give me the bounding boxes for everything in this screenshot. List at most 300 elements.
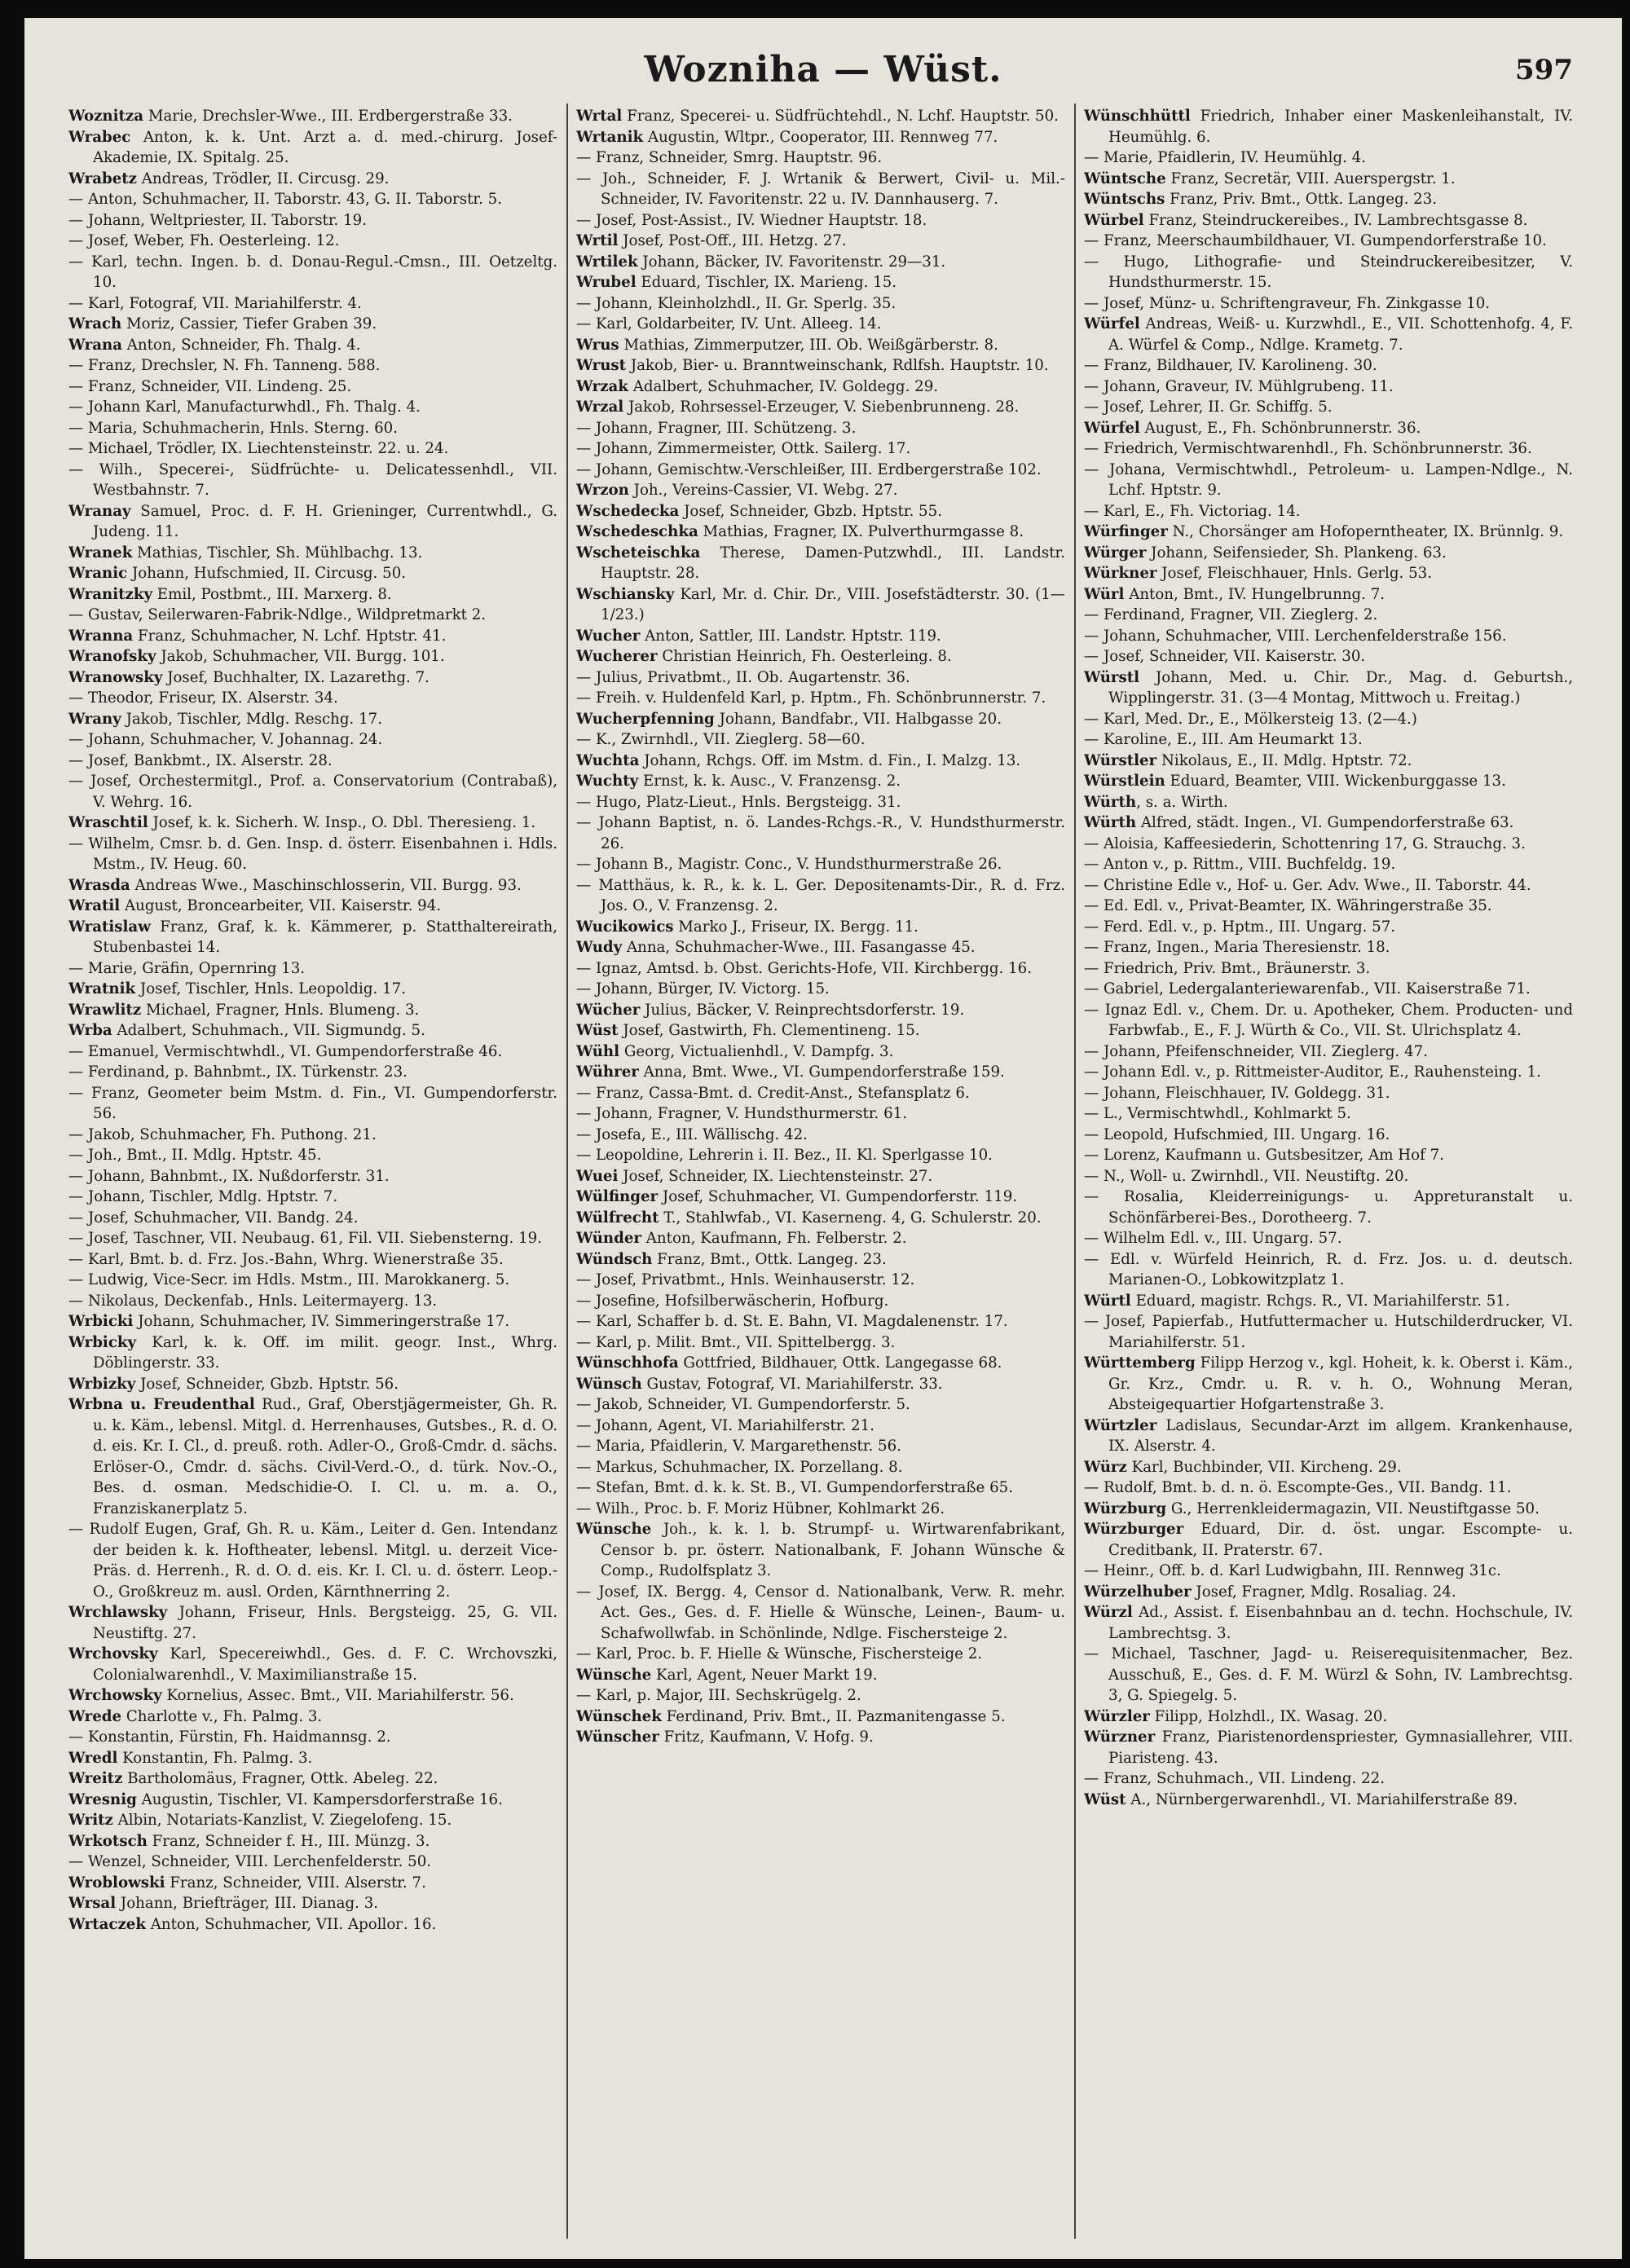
directory-entry bbox=[68, 751, 557, 772]
directory-entry bbox=[68, 231, 557, 252]
directory-entry bbox=[576, 106, 1065, 127]
directory-entry bbox=[576, 543, 1065, 584]
directory-entry bbox=[1084, 605, 1573, 626]
directory-entry bbox=[576, 1311, 1065, 1332]
entry-details: Augustin, Tischler, VI. Kampersdorferstraße 16. bbox=[136, 1790, 503, 1808]
directory-entry bbox=[1084, 709, 1573, 730]
entry-details: — Ignaz, Amtsd. b. Obst. Gerichts-Hofe, VII. Kirchbergg. 16. bbox=[576, 959, 1032, 977]
entry-details: A., Nürnbergerwarenhdl., VI. Mariahilferstraße 89. bbox=[1126, 1790, 1518, 1808]
entry-surname: Wrus bbox=[576, 336, 619, 354]
entry-surname: Würzelhuber bbox=[1084, 1583, 1192, 1601]
entry-details: G., Herrenkleidermagazin, VII. Neustiftgasse 50. bbox=[1166, 1500, 1540, 1517]
directory-entry bbox=[1084, 210, 1573, 231]
directory-entry bbox=[576, 460, 1065, 481]
directory-entry bbox=[576, 1478, 1065, 1499]
page-number: 597 bbox=[1515, 54, 1573, 86]
entry-details: — Karl, Med. Dr., E., Mölkersteig 13. (2—4.) bbox=[1084, 710, 1417, 728]
directory-entry bbox=[576, 314, 1065, 335]
entry-details: Franz, Priv. Bmt., Ottk. Langeg. 23. bbox=[1165, 191, 1438, 208]
entry-details: — Ludwig, Vice-Secr. im Hdls. Mstm., III. Marokkanerg. 5. bbox=[68, 1271, 510, 1288]
entry-surname: Wüst bbox=[1084, 1790, 1126, 1808]
directory-entry bbox=[576, 1042, 1065, 1063]
directory-entry bbox=[1084, 1707, 1573, 1728]
entry-details: Franz, Graf, k. k. Kämmerer, p. Statthaltereirath, Stubenbastei 14. bbox=[93, 918, 557, 956]
entry-details: Johann, Friseur, Hnls. Bergsteigg. 25, G. VII. Neustiftg. 27. bbox=[93, 1604, 557, 1642]
directory-entry bbox=[68, 189, 557, 210]
directory-entry bbox=[576, 1291, 1065, 1312]
column-1 bbox=[68, 106, 557, 2241]
directory-entry bbox=[68, 1291, 557, 1312]
entry-details: Franz, Secretär, VIII. Auerspergstr. 1. bbox=[1165, 170, 1456, 187]
directory-entry bbox=[576, 1582, 1065, 1645]
directory-entry bbox=[1084, 771, 1573, 792]
entry-details: Konstantin, Fh. Palmg. 3. bbox=[117, 1749, 313, 1767]
directory-entry bbox=[1084, 314, 1573, 355]
directory-entry bbox=[576, 958, 1065, 980]
directory-entry bbox=[68, 1519, 557, 1602]
entry-details: — Franz, Schuhmach., VII. Lindeng. 22. bbox=[1084, 1770, 1386, 1787]
entry-details: — Ed. Edl. v., Privat-Beamter, IX. Währingerstraße 35. bbox=[1084, 897, 1492, 914]
entry-details: Jakob, Bier- u. Branntweinschank, Rdlfsh. Hauptstr. 10. bbox=[626, 357, 1049, 374]
entry-details: Karl, Specereiwhdl., Ges. d. F. C. Wrchovszki, Colonialwarenhdl., V. Maximilianstraße 15. bbox=[93, 1645, 557, 1684]
directory-entry bbox=[1084, 460, 1573, 501]
entry-details: Charlotte v., Fh. Palmg. 3. bbox=[121, 1707, 323, 1725]
directory-entry bbox=[576, 169, 1065, 210]
entry-details: — Josef, Orchestermitgl., Prof. a. Conservatorium (Contrabaß), V. Wehrg. 16. bbox=[68, 773, 557, 811]
directory-entry bbox=[576, 584, 1065, 626]
entry-details: — Franz, Ingen., Maria Theresienstr. 18. bbox=[1084, 939, 1390, 956]
entry-details: — Johann, Graveur, IV. Mühlgrubeng. 11. bbox=[1084, 377, 1394, 395]
directory-entry bbox=[576, 1125, 1065, 1146]
entry-surname: Wrtil bbox=[576, 232, 619, 249]
entry-details: Eduard, Beamter, VIII. Wickenburggasse 13. bbox=[1165, 773, 1506, 790]
directory-entry bbox=[68, 1374, 557, 1395]
entry-details: Filipp, Holzhdl., IX. Wasag. 20. bbox=[1149, 1707, 1388, 1725]
entry-details: Joh., Vereins-Cassier, VI. Webg. 27. bbox=[628, 482, 898, 499]
entry-details: — Joh., Schneider, F. J. Wrtanik & Berwert, Civil- u. Mil.-Schneider, IV. Favoritenstr. 22 u. IV. Dannhauserg. 7. bbox=[576, 170, 1065, 208]
entry-details: — Karl, techn. Ingen. b. d. Donau-Regul.-Cmsn., III. Oetzeltg. 10. bbox=[68, 253, 557, 291]
directory-entry bbox=[576, 875, 1065, 917]
directory-entry bbox=[68, 1042, 557, 1063]
directory-entry bbox=[68, 418, 557, 439]
entry-details: — Johann Baptist, n. ö. Landes-Rchgs.-R., V. Hundsthurmerstr. 26. bbox=[576, 814, 1065, 852]
entry-surname: Wrabec bbox=[68, 128, 131, 146]
entry-details: Jakob, Rohrsessel-Erzeuger, V. Siebenbrunneng. 28. bbox=[623, 399, 1020, 416]
directory-entry bbox=[576, 709, 1065, 730]
entry-surname: Wranek bbox=[68, 544, 133, 561]
entry-details: — Johann, Fragner, III. Schützeng. 3. bbox=[576, 419, 857, 437]
entry-surname: Wühl bbox=[576, 1042, 620, 1060]
entry-details: T., Stahlwfab., VI. Kaserneng. 4, G. Schulerstr. 20. bbox=[659, 1209, 1042, 1226]
entry-details: Jakob, Tischler, Mdlg. Reschg. 17. bbox=[121, 710, 382, 728]
directory-entry bbox=[68, 1914, 557, 1936]
entry-details: — Jakob, Schuhmacher, Fh. Puthong. 21. bbox=[68, 1125, 377, 1143]
directory-entry bbox=[1084, 563, 1573, 584]
directory-entry bbox=[1084, 1145, 1573, 1166]
entry-surname: Wünscher bbox=[576, 1729, 659, 1746]
entry-details: Gustav, Fotograf, VI. Mariahilferstr. 33. bbox=[641, 1375, 943, 1393]
entry-surname: Wünschek bbox=[576, 1707, 662, 1725]
entry-details: — Johann Edl. v., p. Rittmeister-Auditor, E., Rauhensteing. 1. bbox=[1084, 1064, 1541, 1081]
directory-entry bbox=[576, 210, 1065, 231]
entry-details: August, E., Fh. Schönbrunnerstr. 36. bbox=[1139, 419, 1421, 437]
directory-entry bbox=[1084, 1103, 1573, 1125]
entry-details: — Maria, Pfaidlerin, V. Margarethenstr. 56. bbox=[576, 1438, 901, 1455]
directory-entry bbox=[68, 1145, 557, 1166]
directory-entry bbox=[68, 875, 557, 896]
entry-details: Filipp Herzog v., kgl. Hoheit, k. k. Oberst i. Käm., Gr. Krz., Cmdr. u. R. v. h. O., Wohnung Meran, Absteigequartier Hofgartenstraße 3. bbox=[1108, 1354, 1573, 1413]
entry-surname: Wrasda bbox=[68, 876, 130, 894]
directory-entry bbox=[68, 377, 557, 398]
directory-entry bbox=[1084, 377, 1573, 398]
entry-details: Moriz, Cassier, Tiefer Graben 39. bbox=[121, 315, 377, 332]
entry-surname: Wschiansky bbox=[576, 585, 675, 603]
entry-surname: Würtl bbox=[1084, 1292, 1131, 1310]
entry-surname: Wrchowsky bbox=[68, 1687, 162, 1704]
entry-details: Adalbert, Schuhmach., VII. Sigmundg. 5. bbox=[112, 1022, 425, 1039]
entry-surname: Wuei bbox=[576, 1167, 619, 1185]
entry-surname: Wroblowski bbox=[68, 1874, 165, 1891]
entry-details: — Marie, Pfaidlerin, IV. Heumühlg. 4. bbox=[1084, 149, 1366, 166]
entry-details: Fritz, Kaufmann, V. Hofg. 9. bbox=[659, 1729, 874, 1746]
directory-entry bbox=[68, 563, 557, 584]
entry-details: Franz, Specerei- u. Südfrüchtehdl., N. Lchf. Hauptstr. 50. bbox=[622, 108, 1059, 125]
directory-entry bbox=[1084, 1727, 1573, 1768]
entry-details: Karl, Agent, Neuer Markt 19. bbox=[651, 1666, 878, 1684]
directory-entry bbox=[68, 626, 557, 647]
entry-surname: Wrach bbox=[68, 315, 122, 332]
entry-details: — Johann Karl, Manufacturwhdl., Fh. Thalg. 4. bbox=[68, 399, 421, 416]
entry-details: — Johann, Schuhmacher, VIII. Lerchenfelderstraße 156. bbox=[1084, 627, 1507, 645]
directory-entry bbox=[576, 1374, 1065, 1395]
entry-details: — Karl, Goldarbeiter, IV. Unt. Alleeg. 14. bbox=[576, 315, 882, 332]
directory-entry bbox=[576, 854, 1065, 875]
directory-entry bbox=[68, 1644, 557, 1685]
directory-entry bbox=[1084, 1644, 1573, 1707]
directory-entry bbox=[576, 1083, 1065, 1104]
entry-surname: Wülfinger bbox=[576, 1188, 659, 1205]
directory-entry bbox=[576, 1332, 1065, 1354]
entry-surname: Wredl bbox=[68, 1749, 118, 1767]
directory-entry bbox=[576, 729, 1065, 751]
directory-entry bbox=[68, 1062, 557, 1083]
directory-entry bbox=[1084, 1083, 1573, 1104]
entry-details: — Franz, Drechsler, N. Fh. Tanneng. 588. bbox=[68, 357, 381, 374]
entry-surname: Wülfrecht bbox=[576, 1209, 659, 1226]
entry-surname: Wratnik bbox=[68, 980, 136, 997]
directory-entry bbox=[68, 917, 557, 958]
directory-entry bbox=[68, 1311, 557, 1332]
directory-entry bbox=[576, 1416, 1065, 1437]
entry-details: — Gabriel, Ledergalanteriewarenfab., VII. Kaiserstraße 71. bbox=[1084, 980, 1531, 997]
entry-details: — Anton v., p. Rittm., VIII. Buchfeldg. 19. bbox=[1084, 856, 1396, 873]
entry-details: Augustin, Wltpr., Cooperator, III. Rennweg 77. bbox=[643, 128, 998, 146]
entry-details: Kornelius, Assec. Bmt., VII. Mariahilferstr. 56. bbox=[161, 1687, 514, 1704]
directory-entry bbox=[68, 1685, 557, 1707]
entry-details: — Michael, Taschner, Jagd- u. Reiserequisitenmacher, Bez. Ausschuß, E., Ges. d. F. M. Würzl & Sohn, IV. Lambrechtsg. 3, G. Spiegelg. 5. bbox=[1084, 1645, 1573, 1704]
entry-details: — Johann, Bürger, IV. Victorg. 15. bbox=[576, 980, 830, 997]
directory-entry bbox=[1084, 979, 1573, 1000]
entry-details: — Wilh., Specerei-, Südfrüchte- u. Delicatessenhdl., VII. Westbahnstr. 7. bbox=[68, 460, 557, 499]
entry-surname: Würz bbox=[1084, 1458, 1127, 1476]
entry-surname: Wrawlitz bbox=[68, 1001, 142, 1019]
entry-surname: Würzl bbox=[1084, 1604, 1133, 1621]
entry-details: Anna, Bmt. Wwe., VI. Gumpendorferstraße 159. bbox=[638, 1064, 1005, 1081]
entry-details: — Anton, Schuhmacher, II. Taborstr. 43, G. II. Taborstr. 5. bbox=[68, 191, 503, 208]
directory-entry bbox=[576, 1103, 1065, 1125]
entry-details: — Friedrich, Priv. Bmt., Bräunerstr. 3. bbox=[1084, 959, 1371, 977]
entry-surname: Wrbicki bbox=[68, 1313, 134, 1330]
entry-details: — Heinr., Off. b. d. Karl Ludwigbahn, III. Rennweg 31c. bbox=[1084, 1562, 1501, 1579]
entry-details: — Johann, Bahnbmt., IX. Nußdorferstr. 31. bbox=[68, 1167, 390, 1185]
entry-details: — Johann, Agent, VI. Mariahilferstr. 21. bbox=[576, 1416, 874, 1434]
entry-details: — L., Vermischtwhdl., Kohlmarkt 5. bbox=[1084, 1105, 1351, 1122]
entry-surname: Würzburg bbox=[1084, 1500, 1167, 1517]
entry-details: Anton, Schneider, Fh. Thalg. 4. bbox=[121, 336, 361, 354]
entry-surname: Wündsch bbox=[576, 1250, 653, 1268]
entry-surname: Wranic bbox=[68, 565, 128, 582]
directory-entry bbox=[1084, 1000, 1573, 1042]
entry-details: Anton, Bmt., IV. Hungelbrunng. 7. bbox=[1124, 585, 1386, 603]
entry-details: — Lorenz, Kaufmann u. Gutsbesitzer, Am Hof 7. bbox=[1084, 1147, 1444, 1164]
directory-entry bbox=[1084, 231, 1573, 252]
entry-details: Ad., Assist. f. Eisenbahnbau an d. techn. Hochschule, IV. Lambrechtsg. 3. bbox=[1108, 1604, 1573, 1642]
directory-entry bbox=[68, 1790, 557, 1811]
entry-details: Nikolaus, E., II. Mdlg. Hptstr. 72. bbox=[1156, 751, 1412, 769]
entry-details: — Josef, Lehrer, II. Gr. Schiffg. 5. bbox=[1084, 399, 1333, 416]
entry-surname: Wüst bbox=[576, 1022, 619, 1039]
entry-details: Andreas, Trödler, II. Circusg. 29. bbox=[137, 170, 390, 187]
directory-entry bbox=[1084, 854, 1573, 875]
directory-entry bbox=[68, 979, 557, 1000]
entry-details: — Ferdinand, p. Bahnbmt., IX. Türkenstr. 23. bbox=[68, 1064, 408, 1081]
entry-details: Johann, Hufschmied, II. Circusg. 50. bbox=[127, 565, 407, 582]
entry-details: — N., Woll- u. Zwirnhdl., VII. Neustiftg. 20. bbox=[1084, 1167, 1409, 1185]
directory-entry bbox=[576, 1020, 1065, 1042]
directory-entry bbox=[68, 813, 557, 834]
entry-details: , s. a. Wirth. bbox=[1136, 793, 1228, 811]
entry-surname: Wranowsky bbox=[68, 668, 163, 686]
directory-entry bbox=[68, 438, 557, 460]
entry-details: — Leopoldine, Lehrerin i. II. Bez., II. Kl. Sperlgasse 10. bbox=[576, 1147, 993, 1164]
directory-entry bbox=[68, 709, 557, 730]
entry-details: Franz, Schneider, VIII. Alserstr. 7. bbox=[165, 1874, 426, 1891]
entry-details: N., Chorsänger am Hofoperntheater, IX. Brünnlg. 9. bbox=[1167, 523, 1564, 540]
directory-entry bbox=[1084, 1790, 1573, 1811]
directory-entry bbox=[1084, 189, 1573, 210]
directory-entry bbox=[1084, 1561, 1573, 1582]
entry-details: — Karl, Fotograf, VII. Mariahilferstr. 4. bbox=[68, 294, 362, 312]
entry-details: Karl, k. k. Off. im milit. geogr. Inst., Whrg. Döblingerstr. 33. bbox=[93, 1333, 557, 1372]
entry-details: Andreas, Weiß- u. Kurzwhdl., E., VII. Schottenhofg. 4, F. A. Würfel & Comp., Ndlge. Krametg. 7. bbox=[1108, 315, 1573, 354]
directory-entry bbox=[1084, 1291, 1573, 1312]
directory-entry bbox=[576, 1187, 1065, 1208]
entry-details: Josef, Schneider, Gbzb. Hptstr. 55. bbox=[679, 502, 942, 520]
entry-details: Franz, Schneider f. H., III. Münzg. 3. bbox=[147, 1832, 430, 1850]
column-3 bbox=[1084, 106, 1573, 2241]
entry-details: Ferdinand, Priv. Bmt., II. Pazmanitengasse 5. bbox=[661, 1707, 1006, 1725]
entry-details: — Johana, Vermischtwhdl., Petroleum- u. Lampen-Ndlge., N. Lchf. Hptstr. 9. bbox=[1084, 460, 1573, 499]
directory-entry bbox=[68, 1208, 557, 1229]
entry-surname: Wrchovsky bbox=[68, 1645, 158, 1662]
entry-details: — Josef, Privatbmt., Hnls. Weinhauserstr. 12. bbox=[576, 1271, 915, 1288]
directory-entry bbox=[1084, 875, 1573, 896]
entry-surname: Würfel bbox=[1084, 315, 1140, 332]
entry-surname: Würstl bbox=[1084, 668, 1140, 686]
directory-entry bbox=[576, 231, 1065, 252]
entry-details: — Leopold, Hufschmied, III. Ungarg. 16. bbox=[1084, 1125, 1390, 1143]
directory-entry bbox=[1084, 813, 1573, 834]
entry-details: — Josef, Bankbmt., IX. Alserstr. 28. bbox=[68, 751, 333, 769]
entry-details: Adalbert, Schuhmacher, IV. Goldegg. 29. bbox=[628, 377, 939, 395]
entry-surname: Wranay bbox=[68, 502, 131, 520]
entry-surname: Wünsche bbox=[576, 1666, 652, 1684]
entry-surname: Wrust bbox=[576, 357, 627, 374]
entry-surname: Würfinger bbox=[1084, 523, 1168, 540]
entry-details: Alfred, städt. Ingen., VI. Gumpendorferstraße 63. bbox=[1136, 814, 1514, 831]
directory-entry bbox=[1084, 896, 1573, 917]
entry-details: — Christine Edle v., Hof- u. Ger. Adv. Wwe., II. Taborstr. 44. bbox=[1084, 876, 1531, 894]
directory-entry bbox=[68, 1602, 557, 1644]
directory-entry bbox=[576, 626, 1065, 647]
directory-entry bbox=[68, 1810, 557, 1831]
directory-entry bbox=[576, 438, 1065, 460]
entry-surname: Wrbna u. Freudenthal bbox=[68, 1396, 255, 1413]
directory-entry bbox=[1084, 1166, 1573, 1187]
directory-entry bbox=[1084, 646, 1573, 667]
entry-details: Eduard, magistr. Rchgs. R., VI. Mariahilferstr. 51. bbox=[1130, 1292, 1510, 1310]
entry-details: — Johann, Tischler, Mdlg. Hptstr. 7. bbox=[68, 1188, 338, 1205]
entry-surname: Würkner bbox=[1084, 565, 1157, 582]
directory-entry bbox=[1084, 958, 1573, 980]
entry-surname: Woznitza bbox=[68, 108, 144, 125]
directory-entry bbox=[576, 127, 1065, 148]
entry-details: Jakob, Schuhmacher, VII. Burgg. 101. bbox=[156, 648, 445, 665]
directory-entry bbox=[68, 1394, 557, 1519]
entry-details: August, Broncearbeiter, VII. Kaiserstr. 94. bbox=[120, 897, 442, 914]
entry-surname: Wrtaczek bbox=[68, 1915, 146, 1933]
directory-entry bbox=[576, 377, 1065, 398]
entry-details: Karl, Mr. d. Chir. Dr., VIII. Josefstädterstr. 30. (1—1/23.) bbox=[601, 585, 1065, 623]
directory-entry bbox=[1084, 501, 1573, 522]
entry-details: — Franz, Schneider, Smrg. Hauptstr. 96. bbox=[576, 149, 883, 166]
entry-details: Samuel, Proc. d. F. H. Grieninger, Currentwhdl., G. Judeng. 11. bbox=[93, 502, 557, 540]
entry-details: — Josef, Münz- u. Schriftengraveur, Fh. Zinkgasse 10. bbox=[1084, 294, 1491, 312]
entry-details: — Joh., Bmt., II. Mdlg. Hptstr. 45. bbox=[68, 1147, 322, 1164]
entry-surname: Wresnig bbox=[68, 1790, 137, 1808]
directory-entry bbox=[576, 335, 1065, 356]
entry-surname: Wrkotsch bbox=[68, 1832, 148, 1850]
entry-details: Marko J., Friseur, IX. Bergg. 11. bbox=[673, 918, 919, 936]
entry-surname: Wrzon bbox=[576, 482, 629, 499]
entry-details: — Johann B., Magistr. Conc., V. Hundsthurmerstraße 26. bbox=[576, 856, 1002, 873]
entry-surname: Wrbicky bbox=[68, 1333, 137, 1351]
directory-entry bbox=[68, 646, 557, 667]
directory-entry bbox=[576, 480, 1065, 501]
entry-details: Therese, Damen-Putzwhdl., III. Landstr. Hauptstr. 28. bbox=[601, 544, 1065, 582]
directory-entry bbox=[576, 501, 1065, 522]
directory-entry bbox=[68, 210, 557, 231]
directory-entry bbox=[1084, 1478, 1573, 1499]
directory-entry bbox=[576, 792, 1065, 813]
directory-entry bbox=[68, 1187, 557, 1208]
entry-surname: Wrsal bbox=[68, 1895, 117, 1912]
directory-entry bbox=[68, 584, 557, 606]
directory-entry bbox=[576, 1394, 1065, 1416]
directory-entry bbox=[68, 1000, 557, 1021]
entry-details: — Karl, Proc. b. F. Hielle & Wünsche, Fischersteige 2. bbox=[576, 1645, 983, 1662]
entry-details: — Rudolf, Bmt. b. d. n. ö. Escompte-Ges., VII. Bandg. 11. bbox=[1084, 1479, 1512, 1496]
directory-page bbox=[24, 18, 1622, 2259]
entry-surname: Würstler bbox=[1084, 751, 1157, 769]
entry-details: — Hugo, Platz-Lieut., Hnls. Bergsteigg. 31. bbox=[576, 793, 901, 811]
directory-entry bbox=[1084, 834, 1573, 855]
entry-details: Josef, Tischler, Hnls. Leopoldig. 17. bbox=[135, 980, 406, 997]
directory-entry bbox=[68, 1852, 557, 1873]
entry-details: Gottfried, Bildhauer, Ottk. Langegasse 68. bbox=[678, 1354, 1002, 1372]
entry-surname: Wrtal bbox=[576, 108, 623, 125]
directory-entry bbox=[576, 397, 1065, 418]
column-divider bbox=[1074, 103, 1076, 2239]
entry-details: — Michael, Trödler, IX. Liechtensteinstr. 22. u. 24. bbox=[68, 440, 449, 457]
directory-entry bbox=[1084, 543, 1573, 564]
entry-surname: Wünschhofa bbox=[576, 1354, 679, 1372]
directory-entry bbox=[1084, 1311, 1573, 1353]
directory-entry bbox=[68, 1125, 557, 1146]
directory-entry bbox=[68, 169, 557, 190]
directory-entry bbox=[576, 667, 1065, 689]
entry-surname: Wucherer bbox=[576, 648, 658, 665]
entry-details: — K., Zwirnhdl., VII. Zieglerg. 58—60. bbox=[576, 731, 866, 748]
entry-details: — Ignaz Edl. v., Chem. Dr. u. Apotheker, Chem. Producten- und Farbwfab., E., F. J. Würth & Co., VII. St. Ulrichsplatz 4. bbox=[1084, 1001, 1573, 1039]
directory-entry bbox=[1084, 917, 1573, 938]
entry-surname: Wrba bbox=[68, 1022, 112, 1039]
entry-details: Emil, Postbmt., III. Marxerg. 8. bbox=[152, 585, 392, 603]
entry-surname: Wünsche bbox=[576, 1521, 652, 1538]
directory-entry bbox=[68, 688, 557, 709]
directory-entry bbox=[576, 813, 1065, 854]
directory-entry bbox=[1084, 1582, 1573, 1603]
directory-entry bbox=[1084, 751, 1573, 772]
entry-details: Johann, Briefträger, III. Dianag. 3. bbox=[116, 1895, 379, 1912]
entry-details: — Josef, Weber, Fh. Oesterleing. 12. bbox=[68, 232, 340, 249]
entry-details: Franz, Bmt., Ottk. Langeg. 23. bbox=[652, 1250, 887, 1268]
entry-details: — Josefa, E., III. Wällischg. 42. bbox=[576, 1125, 808, 1143]
directory-entry bbox=[576, 1145, 1065, 1166]
directory-entry bbox=[1084, 148, 1573, 169]
entry-details: Franz, Piaristenordenspriester, Gymnasiallehrer, VIII. Piaristeng. 43. bbox=[1108, 1729, 1573, 1767]
entry-details: — Wilh., Proc. b. F. Moriz Hübner, Kohlmarkt 26. bbox=[576, 1500, 945, 1517]
directory-entry bbox=[68, 293, 557, 315]
entry-details: Josef, Schneider, Gbzb. Hptstr. 56. bbox=[135, 1375, 399, 1393]
directory-entry bbox=[576, 1519, 1065, 1582]
directory-entry bbox=[68, 1748, 557, 1769]
directory-entry bbox=[1084, 792, 1573, 813]
entry-details: — Ferdinand, Fragner, VII. Zieglerg. 2. bbox=[1084, 606, 1378, 623]
entry-surname: Wünschhüttl bbox=[1084, 108, 1191, 125]
entry-details: Karl, Buchbinder, VII. Kircheng. 29. bbox=[1126, 1458, 1402, 1476]
directory-entry bbox=[68, 1249, 557, 1271]
directory-entry bbox=[576, 355, 1065, 377]
directory-entry bbox=[68, 1727, 557, 1748]
entry-surname: Würl bbox=[1084, 585, 1125, 603]
directory-entry bbox=[1084, 418, 1573, 439]
entry-details: — Franz, Geometer beim Mstm. d. Fin., VI. Gumpendorferstr. 56. bbox=[68, 1084, 557, 1122]
directory-entry bbox=[1084, 1187, 1573, 1228]
entry-details: Mathias, Tischler, Sh. Mühlbachg. 13. bbox=[132, 544, 423, 561]
directory-entry bbox=[68, 1831, 557, 1852]
entry-details: — Johann, Gemischtw.-Verschleißer, III. Erdbergerstraße 102. bbox=[576, 460, 1042, 478]
